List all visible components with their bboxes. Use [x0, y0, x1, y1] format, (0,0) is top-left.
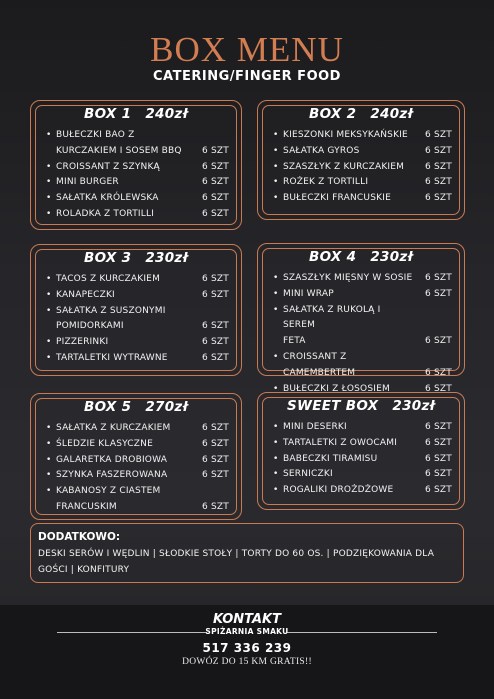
bullet-icon: •: [273, 453, 279, 464]
menu-item-quantity: 6 SZT: [425, 161, 452, 172]
menu-item-name: TACOS Z KURCZAKIEM: [56, 274, 161, 284]
menu-item-name: KANAPECZKI: [56, 289, 115, 300]
box-items: [273, 420, 454, 499]
box-heading: [31, 106, 241, 122]
menu-item-name: BUŁECZKI BAO Z: [56, 130, 135, 140]
box-heading: [258, 398, 464, 414]
bullet-icon: •: [46, 193, 52, 204]
bullet-icon: •: [46, 352, 52, 363]
contact-title: KONTAKT: [212, 612, 282, 627]
menu-item-quantity: 6 SZT: [202, 289, 229, 300]
menu-item: [46, 128, 231, 160]
extras-title: DODATKOWO:: [38, 531, 121, 543]
bullet-icon: •: [273, 383, 279, 394]
menu-item-quantity: 6 SZT: [202, 161, 229, 172]
menu-item-name: TARTALETKI WYTRAWNE: [56, 352, 168, 363]
delivery-note: DOWÓZ DO 15 KM GRATIS!!: [182, 657, 312, 667]
box-price: 270zł: [145, 399, 188, 415]
bullet-icon: •: [273, 273, 279, 283]
box-card-4: [257, 243, 465, 394]
box-card-sweet: [257, 392, 465, 510]
box-items: [273, 128, 454, 207]
menu-item-name: SAŁATKA Z KURCZAKIEM: [56, 423, 171, 433]
menu-item: [273, 483, 454, 499]
menu-item: [273, 271, 454, 287]
menu-item: [46, 191, 231, 207]
menu-item-quantity: 6 SZT: [425, 422, 452, 432]
box-items: [46, 421, 231, 516]
menu-item: [46, 484, 231, 516]
menu-item-name: SZYNKA FASZEROWANA: [56, 470, 168, 481]
menu-item-name: FRANCUSKIM: [56, 501, 117, 512]
bullet-icon: •: [273, 130, 279, 140]
menu-item: [273, 467, 454, 483]
menu-item: [273, 436, 454, 452]
menu-item-quantity: 6 SZT: [425, 145, 452, 156]
menu-item-name: CROISSANT Z CAMEMBERTEM: [283, 351, 356, 378]
box-items: [46, 272, 231, 367]
menu-item-quantity: 6 SZT: [425, 485, 452, 496]
menu-item-name: MINI DESERKI: [283, 422, 347, 432]
bullet-icon: •: [273, 422, 279, 432]
menu-item-name: ROŻEK Z TORTILLI: [283, 177, 369, 188]
bullet-icon: •: [273, 193, 279, 204]
menu-item: [46, 288, 231, 304]
menu-item-name: SZASZŁYK Z KURCZAKIEM: [283, 161, 405, 172]
box-name: BOX 1: [84, 106, 132, 122]
menu-subtitle: CATERING/FINGER FOOD: [153, 69, 341, 84]
menu-item-quantity: 6 SZT: [425, 367, 452, 378]
menu-item-quantity: 6 SZT: [202, 193, 229, 204]
bullet-icon: •: [273, 485, 279, 496]
menu-item-name: KURCZAKIEM I SOSEM BBQ: [56, 145, 182, 156]
menu-item: [273, 420, 454, 436]
menu-item: [273, 382, 454, 398]
menu-item-name: BABECZKI TIRAMISU: [283, 453, 378, 464]
box-heading: [31, 399, 241, 415]
bullet-icon: •: [46, 130, 52, 140]
bullet-icon: •: [46, 289, 52, 300]
bullet-icon: •: [46, 177, 52, 188]
box-card-2: [257, 100, 465, 220]
menu-item-quantity: 6 SZT: [202, 177, 229, 188]
menu-item-quantity: 6 SZT: [202, 321, 229, 332]
menu-item: [273, 350, 454, 382]
extras-text: DESKI SERÓW I WĘDLIN | SŁODKIE STOŁY | TORTY DO 60 OS. | PODZIĘKOWANIA DLA GOŚCI | KONFITURY: [38, 549, 435, 575]
menu-item: [46, 335, 231, 351]
menu-item: [46, 468, 231, 484]
box-name: BOX 5: [84, 399, 132, 415]
menu-item-quantity: 6 SZT: [202, 208, 229, 219]
menu-item-name: GALARETKA DROBIOWA: [56, 454, 168, 465]
bullet-icon: •: [273, 161, 279, 172]
menu-item-name: POMIDORKAMI: [56, 321, 124, 332]
menu-item: [273, 160, 454, 176]
menu-item: [46, 351, 231, 367]
phone-number[interactable]: 517 336 239: [202, 641, 292, 655]
box-items: [46, 128, 231, 223]
menu-item-name: SERNICZKI: [283, 469, 333, 480]
box-name: BOX 4: [309, 249, 357, 265]
menu-item-quantity: 6 SZT: [425, 193, 452, 204]
bullet-icon: •: [273, 145, 279, 156]
menu-item-quantity: 6 SZT: [425, 383, 452, 394]
menu-item-quantity: 6 SZT: [202, 274, 229, 284]
bullet-icon: •: [46, 486, 52, 497]
menu-item: [46, 421, 231, 437]
menu-item: [46, 272, 231, 288]
bullet-icon: •: [46, 305, 52, 316]
box-heading: [31, 250, 241, 266]
menu-item-name: TARTALETKI Z OWOCAMI: [283, 437, 398, 448]
box-price: 230zł: [370, 249, 413, 265]
menu-item: [273, 191, 454, 207]
box-price: 240zł: [145, 106, 188, 122]
menu-item-name: KABANOSY Z CIASTEM: [56, 486, 161, 497]
extras-panel: [30, 523, 464, 583]
bullet-icon: •: [46, 274, 52, 284]
menu-item-name: SAŁATKA Z SUSZONYMI: [56, 305, 166, 316]
contact-footer: [0, 605, 494, 699]
menu-item-quantity: 6 SZT: [202, 470, 229, 481]
menu-item-quantity: 6 SZT: [202, 337, 229, 348]
menu-item-name: BUŁECZKI FRANCUSKIE: [283, 193, 391, 204]
menu-item-quantity: 6 SZT: [202, 438, 229, 449]
business-name: SPIŻARNIA SMAKU: [205, 627, 289, 636]
menu-item: [273, 175, 454, 191]
box-name: BOX 3: [84, 250, 132, 266]
menu-item-quantity: 6 SZT: [425, 453, 452, 464]
menu-item-quantity: 6 SZT: [202, 352, 229, 363]
box-name: SWEET BOX: [287, 398, 379, 414]
box-name: BOX 2: [309, 106, 357, 122]
menu-title: BOX MENU: [150, 30, 344, 69]
box-price: 240zł: [370, 106, 413, 122]
bullet-icon: •: [46, 454, 52, 465]
menu-item-quantity: 6 SZT: [425, 273, 452, 283]
bullet-icon: •: [273, 469, 279, 480]
menu-item-quantity: 6 SZT: [202, 454, 229, 465]
menu-item-quantity: 6 SZT: [425, 177, 452, 188]
menu-item: [46, 437, 231, 453]
menu-item-name: SZASZŁYK MIĘSNY W SOSIE: [283, 273, 413, 283]
menu-item-name: ŚLEDZIE KLASYCZNE: [56, 438, 153, 449]
box-heading: [258, 106, 464, 122]
bullet-icon: •: [46, 208, 52, 219]
box-heading: [258, 249, 464, 265]
menu-item-quantity: 6 SZT: [425, 288, 452, 299]
menu-item-name: KIESZONKI MEKSYKAŃSKIE: [283, 130, 408, 140]
box-card-5: [30, 393, 242, 520]
box-items: [273, 271, 454, 397]
menu-item-quantity: 6 SZT: [202, 501, 229, 512]
bullet-icon: •: [46, 470, 52, 481]
menu-item: [273, 144, 454, 160]
menu-item: [46, 207, 231, 223]
menu-item-name: ROGALIKI DROŻDŻOWE: [283, 485, 394, 496]
menu-item: [273, 287, 454, 303]
menu-item: [46, 175, 231, 191]
menu-item-quantity: 6 SZT: [425, 437, 452, 448]
menu-item-quantity: 6 SZT: [425, 130, 452, 140]
menu-item-name: CROISSANT Z SZYNKĄ: [56, 161, 160, 172]
box-card-3: [30, 244, 242, 376]
menu-item: [46, 160, 231, 176]
menu-item-name: MINI WRAP: [283, 288, 334, 299]
menu-item-quantity: 6 SZT: [202, 145, 229, 156]
box-price: 230zł: [145, 250, 188, 266]
menu-item-name: SAŁATKA GYROS: [283, 145, 360, 156]
menu-item-name: SAŁATKA Z RUKOLĄ I SEREM: [283, 304, 381, 331]
menu-item: [46, 304, 231, 336]
bullet-icon: •: [273, 288, 279, 299]
menu-item-name: MINI BURGER: [56, 177, 119, 188]
menu-item-name: FETA: [283, 336, 306, 347]
bullet-icon: •: [273, 437, 279, 448]
menu-item-quantity: 6 SZT: [425, 469, 452, 480]
menu-item: [46, 453, 231, 469]
bullet-icon: •: [46, 161, 52, 172]
box-card-1: [30, 100, 242, 230]
bullet-icon: •: [273, 351, 279, 362]
menu-item: [273, 452, 454, 468]
bullet-icon: •: [46, 423, 52, 433]
bullet-icon: •: [46, 337, 52, 348]
menu-item-name: SAŁATKA KRÓLEWSKA: [56, 193, 159, 204]
menu-item-quantity: 6 SZT: [425, 336, 452, 347]
bullet-icon: •: [273, 304, 279, 315]
menu-item-name: ROLADKA Z TORTILLI: [56, 208, 155, 219]
menu-item-name: BUŁECZKI Z ŁOSOSIEM: [283, 383, 390, 394]
menu-item: [273, 303, 454, 350]
bullet-icon: •: [46, 438, 52, 449]
bullet-icon: •: [273, 177, 279, 188]
menu-item: [273, 128, 454, 144]
box-price: 230zł: [392, 398, 435, 414]
menu-item-name: PIZZERINKI: [56, 337, 109, 348]
menu-item-quantity: 6 SZT: [202, 423, 229, 433]
